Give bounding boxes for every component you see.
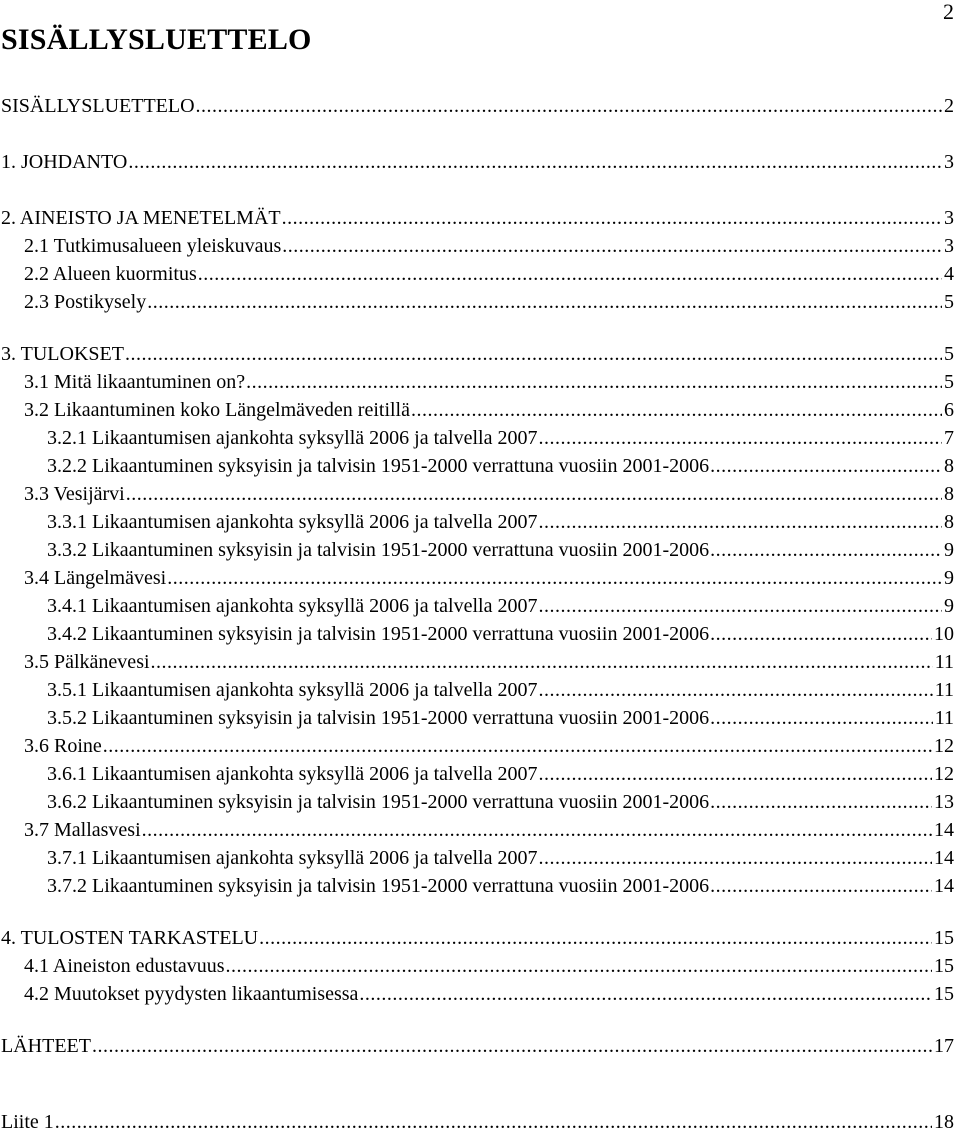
toc-page: 11 [934, 707, 954, 729]
toc-label: 2.1 Tutkimusalueen yleiskuvaus [24, 235, 282, 257]
toc-entry[interactable] [47, 453, 954, 479]
toc-label: 3.3.2 Likaantuminen syksyisin ja talvisin 1951-2000 verrattuna vuosiin 2001-2006 [47, 539, 710, 561]
toc-label: 3.4.2 Likaantuminen syksyisin ja talvisin 1951-2000 verrattuna vuosiin 2001-2006 [47, 623, 710, 645]
toc-entry[interactable] [24, 565, 954, 591]
toc-label: SISÄLLYSLUETTELO [1, 95, 195, 117]
toc-entry[interactable] [47, 621, 954, 647]
toc-page: 12 [934, 735, 954, 757]
toc-label: 3. TULOKSET [1, 343, 124, 365]
dot-leader [538, 593, 942, 619]
toc-entry[interactable] [47, 705, 954, 731]
toc-page: 15 [934, 983, 954, 1005]
dot-leader [282, 205, 942, 231]
toc-entry[interactable] [47, 537, 954, 563]
toc-page: 15 [934, 927, 954, 949]
toc-label: 3.2 Likaantuminen koko Längelmäveden reitillä [24, 399, 410, 421]
toc-entry[interactable] [1, 1109, 954, 1135]
toc-label: 3.7.2 Likaantuminen syksyisin ja talvisin 1951-2000 verrattuna vuosiin 2001-2006 [47, 875, 710, 897]
toc-page: 11 [934, 679, 954, 701]
toc-page: 5 [944, 371, 954, 393]
toc-entry[interactable] [47, 873, 954, 899]
dot-leader [538, 761, 932, 787]
dot-leader [282, 233, 942, 259]
toc-entry[interactable] [1, 149, 954, 175]
toc-entry[interactable] [47, 509, 954, 535]
toc-label: 3.1 Mitä likaantuminen on? [24, 371, 246, 393]
toc-entry[interactable] [24, 733, 954, 759]
toc-page: 17 [934, 1035, 954, 1057]
toc-page: 10 [934, 623, 954, 645]
toc-entry[interactable] [24, 261, 954, 287]
toc-page: 9 [944, 539, 954, 561]
toc-entry[interactable] [47, 761, 954, 787]
toc-label: 2.2 Alueen kuormitus [24, 263, 197, 285]
toc-page: 9 [944, 595, 954, 617]
dot-leader [198, 261, 942, 287]
dot-leader [710, 873, 932, 899]
toc-entry[interactable] [24, 953, 954, 979]
toc-page: 14 [934, 875, 954, 897]
dot-leader [55, 1109, 932, 1135]
toc-page: 4 [944, 263, 954, 285]
toc-label: 3.6.1 Likaantumisen ajankohta syksyllä 2006 ja talvella 2007 [47, 763, 538, 785]
toc-entry[interactable] [24, 817, 954, 843]
toc-entry[interactable] [47, 677, 954, 703]
dot-leader [710, 789, 932, 815]
toc-page: 5 [944, 291, 954, 313]
toc-entry[interactable] [1, 205, 954, 231]
toc-page: 8 [944, 511, 954, 533]
toc-page: 3 [944, 207, 954, 229]
toc-entry[interactable] [24, 981, 954, 1007]
toc-page: 14 [934, 819, 954, 841]
dot-leader [167, 565, 942, 591]
toc-label: 1. JOHDANTO [1, 151, 128, 173]
toc-label: LÄHTEET [1, 1035, 91, 1057]
dot-leader [226, 953, 932, 979]
dot-leader [128, 149, 942, 175]
toc-entry[interactable] [1, 341, 954, 367]
toc-page: 6 [944, 399, 954, 421]
toc-entry[interactable] [1, 1033, 954, 1059]
toc-page: 15 [934, 955, 954, 977]
toc-label: 2.3 Postikysely [24, 291, 147, 313]
toc-label: Liite 1 [1, 1111, 54, 1133]
toc-label: 3.5 Pälkänevesi [24, 651, 150, 673]
toc-label: 3.2.1 Likaantumisen ajankohta syksyllä 2006 ja talvella 2007 [47, 427, 538, 449]
toc-page: 3 [944, 235, 954, 257]
toc-label: 4.1 Aineiston edustavuus [24, 955, 225, 977]
toc-label: 4. TULOSTEN TARKASTELU [1, 927, 259, 949]
dot-leader [411, 397, 942, 423]
dot-leader [710, 453, 942, 479]
toc-entry[interactable] [24, 649, 954, 675]
toc-page: 3 [944, 151, 954, 173]
toc-page: 11 [934, 651, 954, 673]
toc-label: 3.6 Roine [24, 735, 102, 757]
toc-entry[interactable] [47, 789, 954, 815]
dot-leader [103, 733, 932, 759]
toc-page: 13 [934, 791, 954, 813]
toc-label: 3.7.1 Likaantumisen ajankohta syksyllä 2006 ja talvella 2007 [47, 847, 538, 869]
toc-entry[interactable] [24, 481, 954, 507]
toc-label: 3.4 Längelmävesi [24, 567, 167, 589]
dot-leader [259, 925, 932, 951]
dot-leader [538, 677, 932, 703]
dot-leader [538, 845, 932, 871]
toc-label: 3.3 Vesijärvi [24, 483, 125, 505]
page-number: 2 [943, 0, 954, 24]
dot-leader [538, 425, 942, 451]
toc-page: 7 [944, 427, 954, 449]
dot-leader [538, 509, 942, 535]
dot-leader [359, 981, 932, 1007]
toc-entry[interactable] [1, 925, 954, 951]
toc-entry[interactable] [1, 93, 954, 119]
toc-page: 12 [934, 763, 954, 785]
dot-leader [710, 621, 932, 647]
dot-leader [246, 369, 942, 395]
dot-leader [151, 649, 933, 675]
toc-label: 3.2.2 Likaantuminen syksyisin ja talvisin 1951-2000 verrattuna vuosiin 2001-2006 [47, 455, 710, 477]
dot-leader [196, 93, 942, 119]
toc-label: 3.3.1 Likaantumisen ajankohta syksyllä 2006 ja talvella 2007 [47, 511, 538, 533]
toc-entry[interactable] [24, 233, 954, 259]
toc-entry[interactable] [24, 289, 954, 315]
toc-entry[interactable] [47, 845, 954, 871]
toc-label: 4.2 Muutokset pyydysten likaantumisessa [24, 983, 359, 1005]
toc-page: 9 [944, 567, 954, 589]
toc-entry[interactable] [24, 397, 954, 423]
toc-label: 2. AINEISTO JA MENETELMÄT [1, 207, 281, 229]
toc-page: 18 [934, 1111, 954, 1133]
toc-label: 3.6.2 Likaantuminen syksyisin ja talvisin 1951-2000 verrattuna vuosiin 2001-2006 [47, 791, 710, 813]
toc-entry[interactable] [47, 593, 954, 619]
dot-leader [710, 537, 942, 563]
toc-page: 8 [944, 483, 954, 505]
toc-page: 5 [944, 343, 954, 365]
toc-entry[interactable] [24, 369, 954, 395]
dot-leader [710, 705, 933, 731]
toc-page: 14 [934, 847, 954, 869]
dot-leader [125, 341, 942, 367]
toc-page: 2 [944, 95, 954, 117]
toc-label: 3.7 Mallasvesi [24, 819, 141, 841]
toc-entry[interactable] [47, 425, 954, 451]
toc-label: 3.5.1 Likaantumisen ajankohta syksyllä 2006 ja talvella 2007 [47, 679, 538, 701]
toc-label: 3.4.1 Likaantumisen ajankohta syksyllä 2006 ja talvella 2007 [47, 595, 538, 617]
dot-leader [142, 817, 932, 843]
toc-label: 3.5.2 Likaantuminen syksyisin ja talvisin 1951-2000 verrattuna vuosiin 2001-2006 [47, 707, 710, 729]
page-title: SISÄLLYSLUETTELO [1, 23, 312, 56]
toc-page: 8 [944, 455, 954, 477]
dot-leader [92, 1033, 932, 1059]
dot-leader [126, 481, 942, 507]
dot-leader [147, 289, 942, 315]
